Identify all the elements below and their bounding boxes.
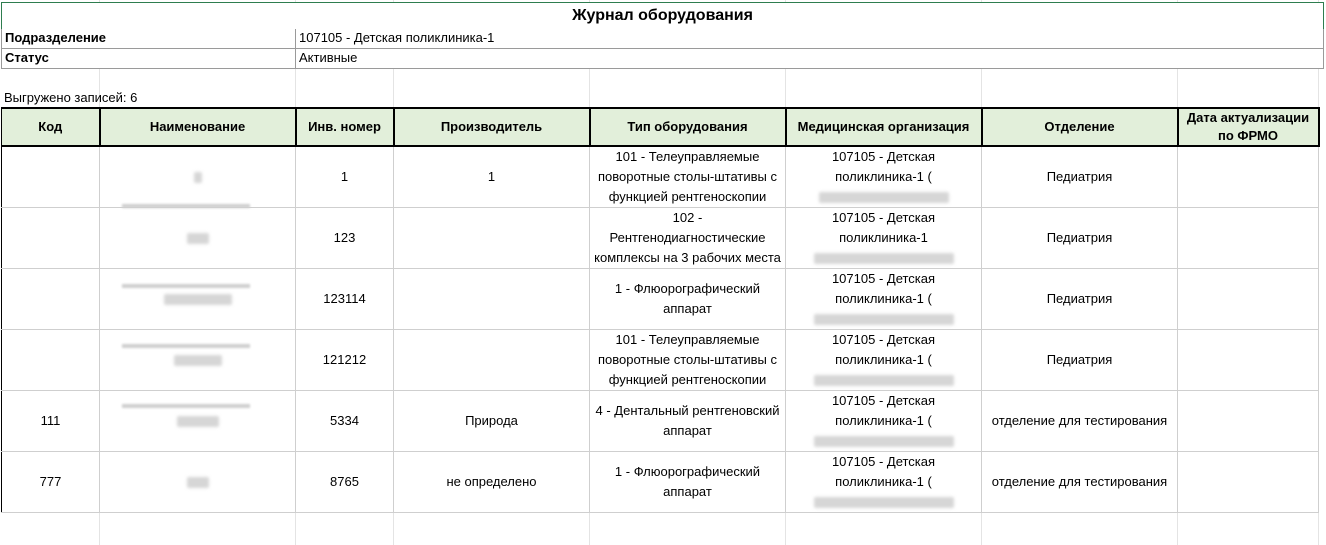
table-row <box>2 146 1319 208</box>
redaction-bar <box>122 404 250 408</box>
cell-org[interactable] <box>786 330 982 391</box>
info-row-status <box>1 49 1324 69</box>
cell-org-text: 107105 - Детская поликлиника-1 ( <box>831 271 936 306</box>
info-value: Активные <box>299 50 358 65</box>
cell-inv[interactable]: 1 <box>296 146 394 208</box>
cell-inv[interactable]: 5334 <box>296 391 394 452</box>
cell-org-text: 107105 - Детская поликлиника-1 ( <box>831 332 936 367</box>
table-row <box>2 452 1319 513</box>
cell-code[interactable] <box>2 330 100 391</box>
cell-type[interactable]: 1 - Флюорографический аппарат <box>590 452 786 513</box>
cell-date[interactable] <box>1178 146 1319 208</box>
cell-dept[interactable]: Педиатрия <box>982 330 1178 391</box>
cell-code[interactable] <box>2 208 100 269</box>
cell-maker[interactable]: 1 <box>394 146 590 208</box>
column-header-maker[interactable]: Производитель <box>394 108 590 146</box>
table-row <box>2 391 1319 452</box>
cell-date[interactable] <box>1178 391 1319 452</box>
cell-dept[interactable]: Педиатрия <box>982 146 1178 208</box>
table-row <box>2 269 1319 330</box>
cell-name-redacted[interactable] <box>100 330 296 391</box>
cell-type[interactable]: 102 - Рентгенодиагностические комплексы на 3 рабочих места <box>590 208 786 269</box>
cell-date[interactable] <box>1178 208 1319 269</box>
cell-org-text: 107105 - Детская поликлиника-1 ( <box>831 393 936 428</box>
column-header-name[interactable]: Наименование <box>100 108 296 146</box>
cell-name-redacted[interactable] <box>100 208 296 269</box>
cell-date[interactable] <box>1178 452 1319 513</box>
equipment-table <box>1 107 1320 513</box>
cell-maker[interactable]: не определено <box>394 452 590 513</box>
cell-type[interactable]: 1 - Флюорографический аппарат <box>590 269 786 330</box>
cell-org[interactable] <box>786 208 982 269</box>
cell-inv[interactable]: 121212 <box>296 330 394 391</box>
report-title: Журнал оборудования <box>1 2 1324 30</box>
cell-type[interactable]: 101 - Телеуправляемые поворотные столы-штативы с функцией рентгеноскопии <box>590 330 786 391</box>
cell-code[interactable]: 111 <box>2 391 100 452</box>
cell-code[interactable] <box>2 146 100 208</box>
redaction-bar <box>122 204 250 208</box>
table-row <box>2 208 1319 269</box>
redaction-bar <box>122 344 250 348</box>
cell-maker[interactable] <box>394 208 590 269</box>
info-label: Подразделение <box>5 30 107 45</box>
info-value: 107105 - Детская поликлиника-1 <box>299 30 495 45</box>
cell-dept[interactable]: отделение для тестирования <box>982 391 1178 452</box>
table-row <box>2 330 1319 391</box>
table-header-row <box>2 108 1319 146</box>
cell-org-text: 107105 - Детская поликлиника-1 <box>831 210 936 245</box>
records-count: Выгружено записей: 6 <box>4 90 138 105</box>
info-label: Статус <box>5 50 49 65</box>
column-header-code[interactable]: Код <box>2 108 100 146</box>
cell-dept[interactable]: Педиатрия <box>982 208 1178 269</box>
cell-maker[interactable] <box>394 269 590 330</box>
cell-name-redacted[interactable] <box>100 452 296 513</box>
cell-maker[interactable] <box>394 330 590 391</box>
cell-type[interactable]: 4 - Дентальный рентгеновский аппарат <box>590 391 786 452</box>
column-header-inv[interactable]: Инв. номер <box>296 108 394 146</box>
column-header-date[interactable]: Дата актуализации по ФРМО <box>1178 108 1319 146</box>
cell-org[interactable] <box>786 452 982 513</box>
cell-date[interactable] <box>1178 330 1319 391</box>
column-header-type[interactable]: Тип оборудования <box>590 108 786 146</box>
cell-dept[interactable]: отделение для тестирования <box>982 452 1178 513</box>
cell-org-text: 107105 - Детская поликлиника-1 ( <box>831 454 936 489</box>
cell-org[interactable] <box>786 269 982 330</box>
redaction-bar <box>122 284 250 288</box>
cell-type[interactable]: 101 - Телеуправляемые поворотные столы-штативы с функцией рентгеноскопии <box>590 146 786 208</box>
cell-org[interactable] <box>786 146 982 208</box>
cell-code[interactable]: 777 <box>2 452 100 513</box>
cell-name-redacted[interactable] <box>100 146 296 208</box>
info-row-department <box>1 29 1324 49</box>
column-header-org[interactable]: Медицинская организация <box>786 108 982 146</box>
cell-name-redacted[interactable] <box>100 269 296 330</box>
cell-inv[interactable]: 123 <box>296 208 394 269</box>
cell-inv[interactable]: 8765 <box>296 452 394 513</box>
column-header-dept[interactable]: Отделение <box>982 108 1178 146</box>
cell-inv[interactable]: 123114 <box>296 269 394 330</box>
cell-org[interactable] <box>786 391 982 452</box>
cell-code[interactable] <box>2 269 100 330</box>
cell-dept[interactable]: Педиатрия <box>982 269 1178 330</box>
cell-maker[interactable]: Природа <box>394 391 590 452</box>
cell-date[interactable] <box>1178 269 1319 330</box>
cell-name-redacted[interactable] <box>100 391 296 452</box>
cell-org-text: 107105 - Детская поликлиника-1 ( <box>831 149 936 184</box>
